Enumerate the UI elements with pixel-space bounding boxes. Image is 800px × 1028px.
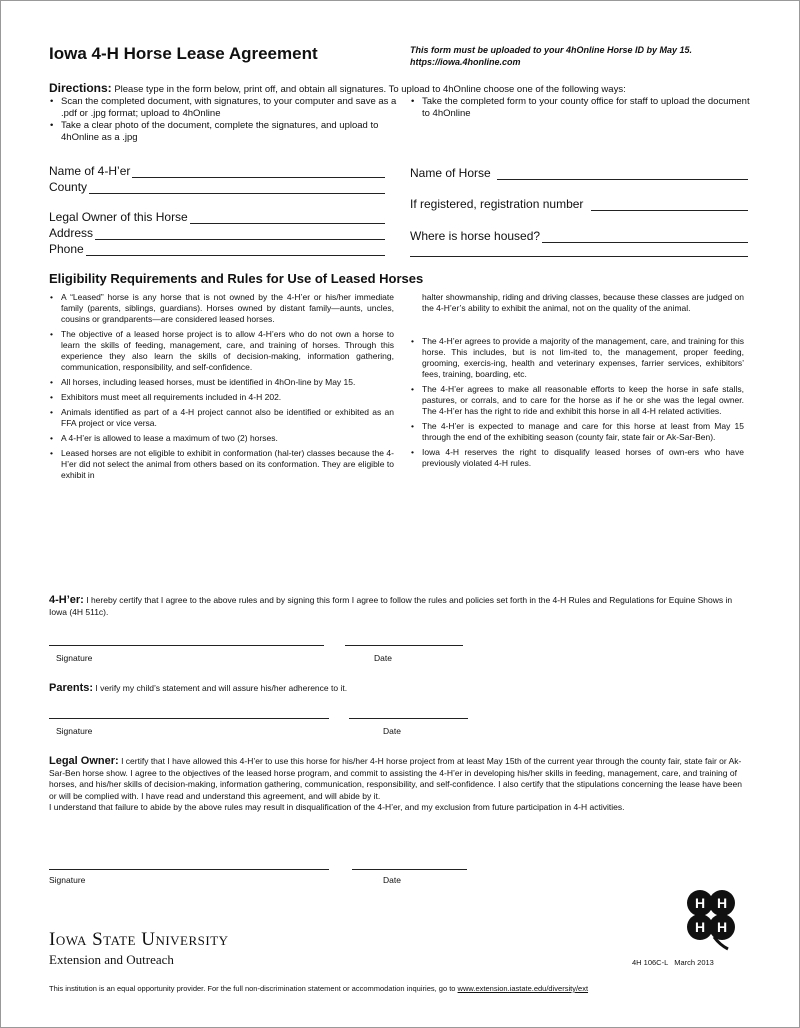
four-h-clover-icon [678,885,744,951]
parents-date-line[interactable] [349,718,468,719]
name-4her-field[interactable] [49,164,385,178]
four-h-certification [49,595,744,618]
owner-date-line[interactable] [352,869,467,870]
owner-text: I certify that I have allowed this 4-H’er to use this horse for his/her 4-H horse project from at least May 15th of the current year through the county fair, state fair or Ak-Sar-Ben horse show. I agree to the objectives of the leased horse program, and commit to assisting the 4-H’er in developing his/her skills in feeding, management, care, and training of horses, and his/her skills of decision-making, information gathering, communication, responsibility, and self-confidence. I also certify that the stipulations concerning the lease have been or will be complied with. I have read and understand this agreement, and will abide by it. [49,756,742,801]
eligibility-heading: Eligibility Requirements and Rules for Use of Leased Horses [49,271,424,286]
directions-intro: Please type in the form below, print off, and obtain all signatures. To upload to 4hOnline choose one of the following ways: [114,84,626,95]
footer-text: This institution is an equal opportunity provider. For the full non-discrimination statement or accommodation inquiries, go to [49,984,458,993]
field-label: Name of 4-H’er [49,164,131,178]
extension-unit: Extension and Outreach [49,952,174,967]
horse-name-field[interactable] [410,166,748,180]
owner-text-2: I understand that failure to abide by the above rules may result in disqualification of the 4-H’er, and my exclusion from future participation in 4-H activities. [49,802,625,812]
field-label: Address [49,226,94,240]
date-label: Date [383,726,401,736]
list-item: • Leased horses are not eligible to exhibit in conformation (hal-ter) classes because the 4-H’er did not select the animal from others based on its conformation. They are eligible to exhibit in [49,448,394,481]
field-label: Name of Horse [410,166,491,180]
address-input[interactable] [95,227,385,240]
clover-letter: H [694,919,706,935]
legal-owner-field[interactable] [49,210,385,224]
owner-signature-line[interactable] [49,869,329,870]
list-item: • Take the completed form to your county office for staff to upload the document to 4hOnline [410,96,760,120]
housed-extra-line[interactable] [410,256,748,257]
footer-statement [49,984,588,993]
list-item: • A 4-H’er is allowed to lease a maximum of two (2) horses. [49,433,394,444]
footer-link[interactable]: www.extension.iastate.edu/diversity/ext [457,984,589,993]
owner-certification [49,756,744,814]
list-item: • Scan the completed document, with signatures, to your computer and save as a .pdf or .jpg format; upload to 4hOnline [49,96,399,120]
form-title: Iowa 4-H Horse Lease Agreement [49,44,318,63]
list-item: • Iowa 4-H reserves the right to disqualify leased horses of own-ers who have previously violated 4-H rules. [410,447,744,469]
four-h-label: 4-H’er: [49,594,84,606]
signature-label: Signature [49,875,86,885]
form-number: 4H 106C-L March 2013 [632,958,714,967]
date-label: Date [383,875,401,885]
parents-label: Parents: [49,682,94,694]
directions [49,82,764,96]
legal-owner-input[interactable] [190,211,385,224]
name-4her-input[interactable] [132,165,385,178]
county-field[interactable] [49,180,385,194]
housed-input[interactable] [542,230,748,243]
registration-field[interactable] [410,197,748,211]
list-item: • The 4-H’er is expected to manage and care for this horse at least from May 15 through the end of the exhibiting season (county fair, state fair or Ak-Sar-Ben). [410,421,744,443]
registration-input[interactable] [591,198,748,211]
clover-letter: H [694,895,706,911]
field-label: If registered, registration number [410,197,584,211]
housed-field[interactable] [410,229,748,243]
signature-label: Signature [56,653,93,663]
directions-label: Directions: [49,81,112,95]
clover-letter: H [716,895,728,911]
four-h-signature-line[interactable] [49,645,324,646]
list-item: • Exhibitors must meet all requirements included in 4-H 202. [49,392,394,403]
list-item: • The 4-H’er agrees to provide a majority of the management, care, and training for this horse. This includes, but is not lim-ited to, the management, proper feeding, grooming, exercis-ing, health and veterinary expenses, farrier services, exhibitors’ fees, training, boarding, etc. [410,336,744,380]
directions-left-list [49,96,399,144]
list-item: • Animals identified as part of a 4-H project cannot also be identified or exhibited as an FFA project or vice versa. [49,407,394,429]
horse-name-input[interactable] [497,167,748,180]
eligibility-continuation: halter showmanship, riding and driving classes, because these classes are judged on the 4-H’er’s ability to exhibit the animal, not on the quality of the animal. [422,292,744,313]
upload-instruction [410,44,692,68]
date-label: Date [374,653,392,663]
directions-right-list [410,96,760,120]
field-label: County [49,180,88,194]
signature-label: Signature [56,726,93,736]
parents-text: I verify my child’s statement and will assure his/her adherence to it. [95,683,348,693]
county-input[interactable] [89,181,385,194]
eligibility-left-list [49,292,394,485]
field-label: Phone [49,242,84,256]
university-logo: Iowa State University [49,929,229,950]
upload-deadline: This form must be uploaded to your 4hOnline Horse ID by May 15. [410,45,693,55]
owner-label: Legal Owner: [49,755,119,767]
address-field[interactable] [49,226,385,240]
list-item: • The objective of a leased horse project is to allow 4-H’ers who do not own a horse to learn the skills of feeding, management, care, and training of horses. Through this experience they also learn the skills of decision-making, information gathering, communication, responsibility, and self-confidence. [49,329,394,373]
list-item: • A “Leased” horse is any horse that is not owned by the 4-H’er or his/her immediate family (parents, siblings, guardians). Horses owned by distant family—aunts, uncles, cousins or grandparents—are considered leased horses. [49,292,394,325]
field-label: Legal Owner of this Horse [49,210,188,224]
four-h-date-line[interactable] [345,645,463,646]
list-item: • All horses, including leased horses, must be identified in 4hOn-line by May 15. [49,377,394,388]
clover-letter: H [716,919,728,935]
eligibility-right-list [410,336,744,473]
field-label: Where is horse housed? [410,229,541,243]
parents-certification [49,683,744,695]
phone-input[interactable] [86,243,385,256]
parents-signature-line[interactable] [49,718,329,719]
phone-field[interactable] [49,242,385,256]
four-h-text: I hereby certify that I agree to the above rules and by signing this form I agree to follow the rules and policies set forth in the 4-H Rules and Regulations for Equine Shows in Iowa (4H 511c). [49,595,733,617]
list-item: • The 4-H’er agrees to make all reasonable efforts to keep the horse in safe stalls, pastures, or corrals, and to care for the horse as if he or she was the legal owner. The 4-H’er has the right to ride and exhibit this horse in all 4-H related activities. [410,384,744,417]
upload-link[interactable]: https://iowa.4honline.com [410,57,521,67]
list-item: • Take a clear photo of the document, complete the signatures, and upload to 4hOnline as a .jpg [49,120,399,144]
